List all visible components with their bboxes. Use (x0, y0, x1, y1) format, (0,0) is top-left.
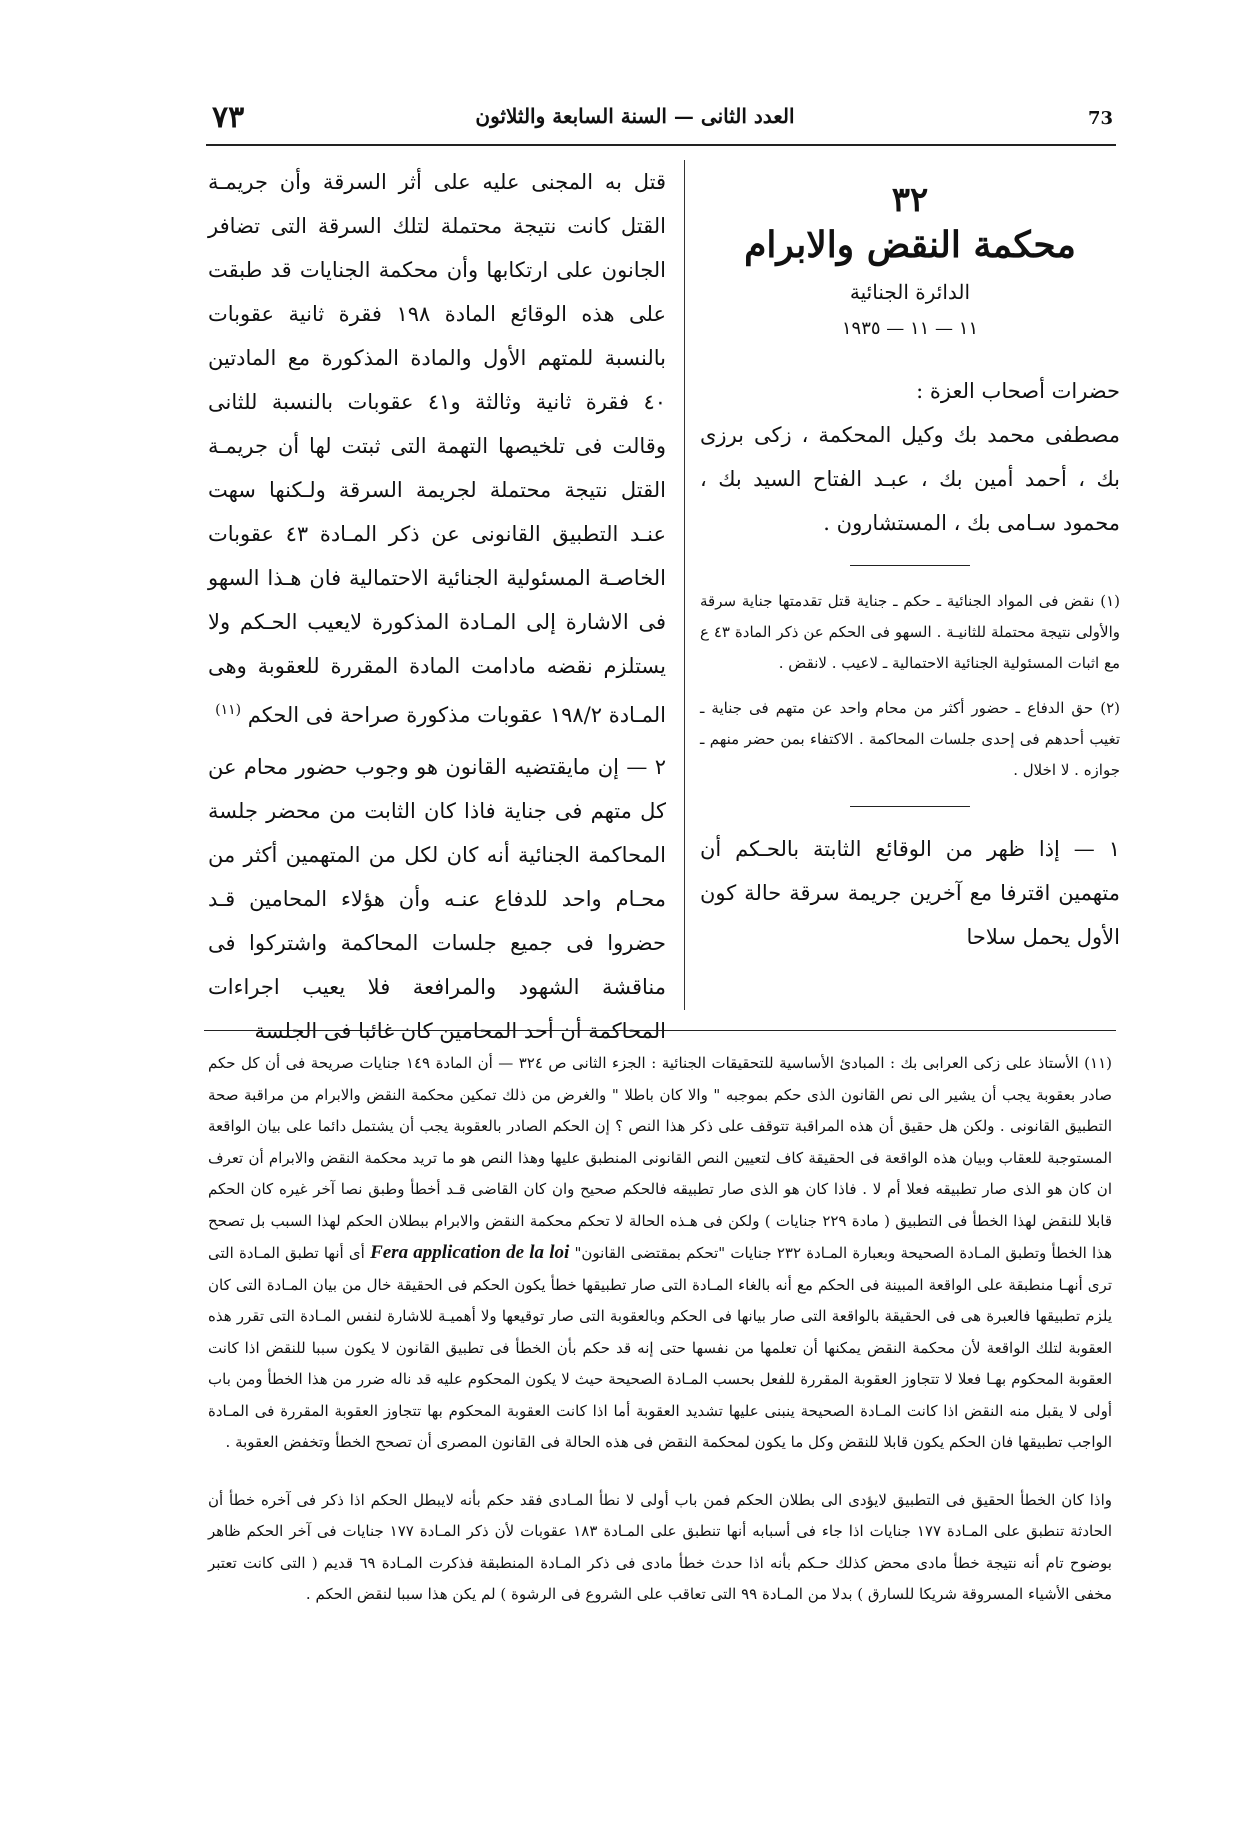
footnote-1-text-a: (١١) الأستاذ على زكى العرابى بك : المبادئ الأساسية للتحقيقات الجنائية : الجزء الثانى ص ٣٢٤ — أن المادة ١٤٩ جنايات صريحة فى أن كل حكم صادر بعقوبة يجب أن يشير الى نص القانون الذى حكم بموجبه " والا كان باطلا " والغرض من ذلك تمكين محكمة النقض والابرام من مراقبة صحة التطبيق القانونى . ولكن هل حقيق أن هذه المراقبة تتوقف على ذكر هذا النص ؟ إن الحكم الصادر بالعقوبة يجب أن يشتمل دائما على بيان الواقعة المستوجبة للعقاب وبيان هذه الواقعة فى الحقيقة كاف لتعيين النص القانونى المنطبق عليها وهذا النص هو ما تريد محكمة النقض والابرام أن تعرف ان كان هو الذى صار تطبيقه فعلا أم لا . فاذا كان هو الذى صار تطبيقه فالحكم صحيح وان كان القاضى قـد أخطأ وطبق نصا آخر غيره كان الحكم قابلا للنقض لهذا الخطأ فى التطبيق ( مادة ٢٢٩ جنايات ) ولكن فى هـذه الحالة لا تحكم محكمة النقض والابرام ببطلان الحكم لهذا السبب بل تصحح هذا الخطأ وتطبق المـادة الصحيحة وبعبارة المـادة ٢٣٢ جنايات "تحكم بمقتضى القانون" (208, 1054, 1113, 1262)
ruling-paragraph-1-cont (208, 160, 666, 737)
footnote-1-text-b: أى أنها تطبق المـادة التى ترى أنهـا منطبقة على الواقعة المبينة فى الحكم مع أنه بالغاء المـادة التى صار تطبيقها خطأ يكون الحكم فى الحقيقة خال من بيان المـادة التى كان يلزم تطبيقها فالعبرة هى فى الحقيقة بالواقعة التى صار بيانها فى الحكم وبالعقوبة التى صار توقيعها ولا أهميـة للاشارة لنفس المـادة التى تقرر هذه العقوبة لتلك الواقعة لأن محكمة النقض يمكنها أن تعلمها من نفسها حتى إنه قد حكم بأن الخطأ فى تطبيق القانون لا يكون سببا للنقض اذا كانت العقوبة المحكوم بهـا فعلا لا تتجاوز العقوبة المقررة للفعل بحسب المـادة الصحيحة حيث لا يكون المحكوم عليه قد ناله ضرر من هذا الخطأ ومن باب أولى لا يقبل منه النقض اذا كانت المـادة الصحيحة ينبنى عليها تشديد العقوبة أما اذا كانت العقوبة المحكوم بها تتجاوز العقوبة المقررة فى المـادة الواجب تطبيقها فان الحكم يكون قابلا للنقض وكل ما يكون لمحكمة النقض فى هذه الحالة فى القانون المصرى أن تصحح الخطأ وتخفض العقوبة . (208, 1244, 1112, 1451)
issue-title: العدد الثانى — السنة السابعة والثلاثون (475, 104, 795, 128)
section-rule (850, 565, 970, 566)
ruling-paragraph-1-text: قتل به المجنى عليه على أثر السرقة وأن جريمـة القتل كانت نتيجة محتملة لتلك السرقة التى تضافر الجانون على ارتكابها وأن محكمة الجنايات قد طبقت على هذه الوقائع المادة ١٩٨ فقرة ثانية عقوبات بالنسبة للمتهم الأول والمادة المذكورة مع المادتين ٤٠ فقرة ثانية وثالثة و٤١ عقوبات بالنسبة للثانى وقالت فى تلخيصها التهمة التى ثبتت لها أن جريمـة القتل نتيجة محتملة لجريمة السرقة ولـكنها سهت عنـد التطبيق القانونى عن ذكر المـادة ٤٣ عقوبات الخاصـة المسئولية الجنائية الاحتمالية فان هـذا السهو فى الاشارة إلى المـادة المذكورة لايعيب الحـكم ولا يستلزم نقضه مادامت المادة المقررة للعقوبة وهى المـادة ١٩٨/٢ عقوبات مذكورة صراحة فى الحكم (208, 170, 667, 727)
footnote-1 (208, 1048, 1112, 1459)
headnote-2: (٢) حق الدفاع ـ حضور أكثر من محام واحد عن متهم فى جناية ـ تغيب أحدهم فى إحدى جلسات المحاكمة . الاكتفاء بمن حضر منهم ـ جوازه . لا اخلال . (700, 699, 1120, 779)
footnote-1-latin: Fera application de la loi (370, 1242, 570, 1263)
column-divider (684, 160, 685, 1010)
footnote-ref: (١١) (215, 702, 242, 718)
judges-list: مصطفى محمد بك وكيل المحكمة ، زكى برزى بك ، أحمد أمين بك ، عبـد الفتاح السيد بك ، محمود سـامى بك ، المستشارون . (700, 423, 1120, 535)
section-rule (850, 806, 970, 807)
ruling-paragraph-2: ٢ — إن مايقتضيه القانون هو وجوب حضور محام عن كل متهم فى جناية فاذا كان الثابت من محضر جلسة المحاكمة الجنائية أنه كان لكل من المتهمين أكثر من محـام واحد للدفاع عنـه وأن هؤلاء المحامين قـد حضروا فى جميع جلسات المحاكمة واشتركوا فى مناقشة الشهود والمرافعة فلا يعيب اجراءات المحاكمة أن أحد المحامين كان غائبا فى الجلسة (208, 755, 666, 1043)
headnote-1: (١) نقض فى المواد الجنائية ـ حكم ـ جناية قتل تقدمتها جناية سرقة والأولى نتيجة محتملة للثانيـة . السهو فى الحكم عن ذكر المادة ٤٣ ع مع اثبات المسئولية الجنائية الاحتمالية ـ لاعيب . لانقض . (700, 592, 1120, 672)
case-date: ١١ — ١١ — ١٩٣٥ (841, 318, 979, 339)
footnote-rule (204, 1030, 1116, 1031)
page-number-arabic: ٧٣ (212, 100, 245, 135)
header-rule (206, 144, 1116, 146)
ruling-paragraph-1-start: ١ — إذا ظهر من الوقائع الثابتة بالحـكم أن متهمين اقترفا مع آخرين جريمة سرقة حالة كون الأول يحمل سلاحا (700, 837, 1120, 949)
left-column (208, 160, 666, 1053)
footnotes (208, 1048, 1112, 1637)
circuit-name: الدائرة الجنائية (849, 280, 971, 304)
court-name: محكمة النقض والابرام (744, 224, 1076, 266)
judges-intro: حضرات أصحاب العزة : (916, 379, 1120, 403)
footnote-2: واذا كان الخطأ الحقيق فى التطبيق لايؤدى الى بطلان الحكم فمن باب أولى لا نطأ المـادى فقد حكم بأنه لايبطل الحكم اذا ذكر فى آخره خطأ أن الحادثة تنطبق على المـادة ١٧٧ جنايات اذا جاء فى أسبابه أنها تنطبق على المـادة ١٨٣ عقوبات لأن ذكر المـادة ١٧٧ جنايات فى آخر الحكم ظاهر بوضوح تام أنه نتيجة خطأ مادى محض كذلك حـكم بأنه اذا حدث خطأ مادى فى ذكر المـادة المنطبقة فذكرت المـادة ٦٩ قديم ( التى كانت تعتبر مخفى الأشياء المسروقة شريكا للسارق ) بدلا من المـادة ٩٩ التى تعاقب على الشروع فى الرشوة ) لم يكن هذا سببا لنقض الحكم . (208, 1490, 1112, 1603)
page-number-latin: 73 (1088, 108, 1114, 129)
case-number: ٣٢ (891, 180, 929, 220)
right-column (700, 160, 1120, 959)
